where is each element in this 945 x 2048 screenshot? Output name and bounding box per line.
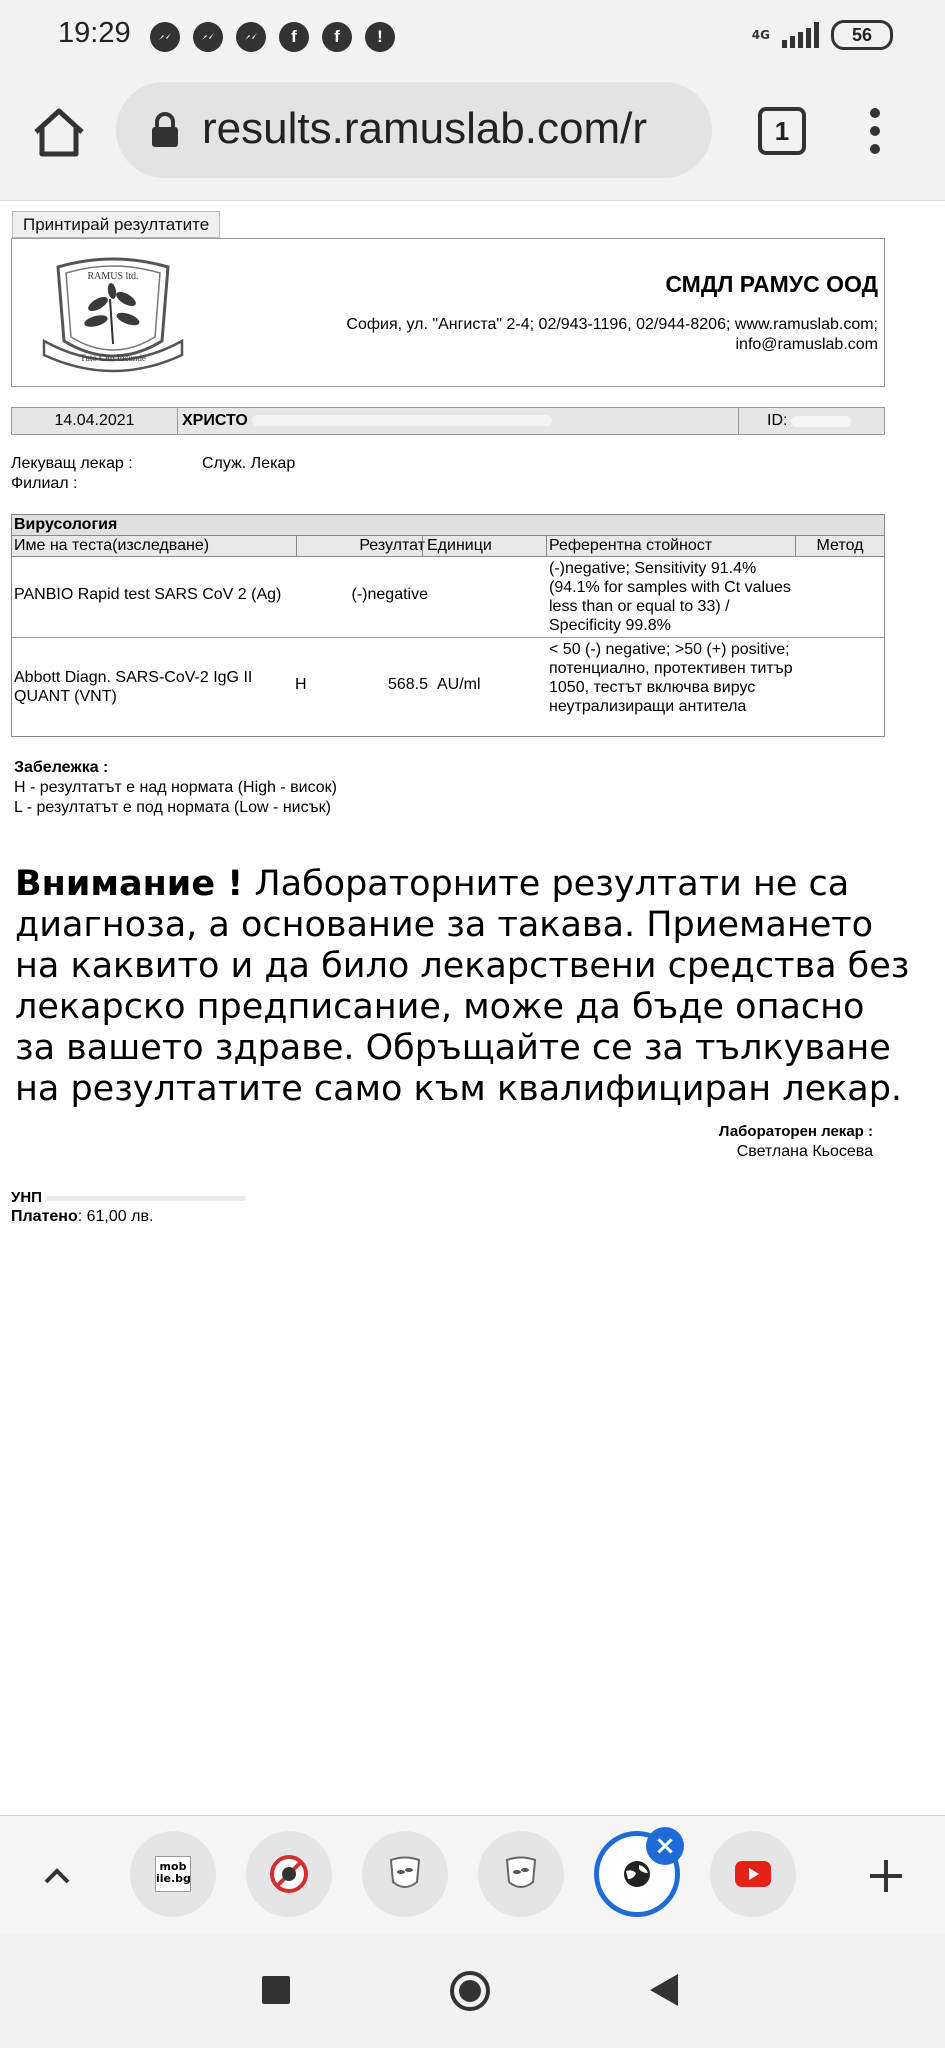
patient-name [182, 408, 552, 434]
no-sign-icon [269, 1854, 309, 1894]
ramus-logo-icon [385, 1854, 425, 1894]
address-bar[interactable] [116, 82, 712, 178]
tab-strip [0, 1815, 945, 1934]
lab-address-line2: info@ramuslab.com [735, 336, 878, 353]
messenger-icon [150, 22, 180, 52]
home-nav-icon[interactable] [449, 1970, 491, 2012]
test-result: 568.5 [387, 676, 428, 693]
results-table [11, 514, 885, 737]
lock-icon[interactable] [150, 112, 180, 148]
tab-switcher-button[interactable]: 1 [758, 107, 806, 155]
tab-mobile-bg[interactable] [130, 1831, 216, 1917]
table-row [12, 557, 884, 638]
test-name: Abbott Diagn. SARS-CoV-2 IgG II QUANT (VNT) [14, 669, 253, 705]
lab-doctor-label: Лабораторен лекар : [718, 1123, 873, 1140]
table-header [12, 536, 884, 557]
logo-bottom-text: Tuto Cito Iucunde [80, 353, 146, 363]
test-name: PANBIO Rapid test SARS CoV 2 (Ag) [14, 586, 282, 603]
lab-doctor-name: Светлана Кьосева [736, 1143, 873, 1160]
paid-amount: : 61,00 лв. [77, 1208, 154, 1225]
recents-icon[interactable] [262, 1976, 290, 2004]
mobile-bg-icon: mob ile.bg [155, 1856, 191, 1892]
lab-address-line1: София, ул. "Ангиста" 2-4; 02/943-1196, 02/944-8206; www.ramuslab.com; [346, 316, 878, 333]
home-icon[interactable] [30, 104, 88, 162]
patient-name-text: ХРИСТО [182, 412, 248, 429]
back-icon[interactable] [648, 1972, 680, 2008]
column-header: Име на теста(изследване) [14, 537, 210, 554]
tab-ramus-2[interactable] [478, 1831, 564, 1917]
test-units: AU/ml [437, 676, 481, 693]
test-reference: < 50 (-) negative; >50 (+) positive; потенциално, протективен титър 1050, тестът включва вирус неутрализиращи антитела [549, 641, 793, 715]
column-header: Референтна стойност [546, 536, 799, 556]
overflow-menu-icon[interactable] [868, 108, 882, 158]
lab-header [11, 238, 885, 387]
alert-icon: ! [365, 22, 395, 52]
logo-top-text: RAMUS ltd. [87, 271, 139, 282]
messenger-icon [193, 22, 223, 52]
branch-label: Филиал : [11, 475, 78, 492]
close-tab-icon[interactable]: × [646, 1827, 684, 1865]
test-flag: H [295, 676, 307, 693]
warning-text [15, 864, 915, 1110]
doctor-value: Служ. Лекар [202, 455, 296, 472]
lab-name: СМДЛ РАМУС ООД [665, 271, 878, 297]
warning-title: Внимание ! [15, 864, 244, 904]
patient-info-bar [11, 407, 885, 435]
lab-doctor [719, 1122, 873, 1162]
column-header: Резултат [296, 536, 429, 556]
table-row [12, 638, 884, 736]
globe-icon [622, 1859, 652, 1889]
unp-line [11, 1189, 246, 1203]
notes-title: Забележка : [14, 759, 109, 776]
warning-body: Лабораторните резултати не са диагноза, а основание за такава. Приемането на каквито и да било лекарствени средства без лекарско предписание, може да бъде опасно за вашето здраве. Обръщайте се за тълкуване на резултатите само към квалифициран лекар. [15, 864, 910, 1109]
notes-line: H - резултатът е над нормата (High - висок) [14, 779, 337, 796]
facebook-icon: f [322, 22, 352, 52]
status-bar [0, 0, 945, 74]
paid-line [11, 1208, 153, 1226]
facebook-icon: f [279, 22, 309, 52]
system-indicators [752, 20, 893, 50]
clock: 19:29 [58, 17, 131, 49]
result-date: 14.04.2021 [12, 408, 178, 434]
column-header: Единици [422, 536, 555, 556]
paid-label: Платено [11, 1208, 78, 1225]
battery-icon: 56 [831, 20, 893, 50]
notification-icons [150, 22, 395, 52]
redaction [791, 416, 851, 427]
youtube-icon [735, 1861, 771, 1887]
new-tab-icon[interactable] [866, 1856, 906, 1896]
unp-label: УНП [11, 1189, 42, 1203]
ramus-logo-icon [501, 1854, 541, 1894]
print-results-button[interactable]: Принтирай резултатите [12, 211, 220, 238]
url-text[interactable]: results.ramuslab.com/r [202, 104, 648, 153]
doctor-label: Лекуващ лекар : [11, 455, 133, 472]
tab-ramus-1[interactable] [362, 1831, 448, 1917]
redaction [46, 1196, 246, 1201]
test-reference: (-)negative; Sensitivity 91.4% (94.1% for samples with Ct values less than or equal to 33) / Specificity 99.8% [549, 560, 791, 634]
chevron-up-icon[interactable] [38, 1856, 76, 1894]
messenger-icon [236, 22, 266, 52]
ramus-logo [38, 249, 188, 379]
redaction [252, 415, 552, 426]
browser-toolbar [0, 74, 945, 201]
system-nav-bar [0, 1934, 945, 2048]
tab-no-sign[interactable] [246, 1831, 332, 1917]
patient-id-cell [738, 408, 885, 434]
table-section-title: Вирусология [12, 515, 884, 536]
signal-icon [782, 22, 819, 48]
column-header: Метод [795, 536, 884, 556]
test-result: (-)negative [351, 586, 428, 603]
tab-youtube[interactable] [710, 1831, 796, 1917]
patient-id-label: ID: [767, 412, 788, 429]
notes-line: L - резултатът е под нормата (Low - нисък) [14, 799, 331, 816]
lab-address [318, 315, 878, 355]
notes-block [14, 758, 337, 818]
network-type: 4G [751, 28, 770, 42]
